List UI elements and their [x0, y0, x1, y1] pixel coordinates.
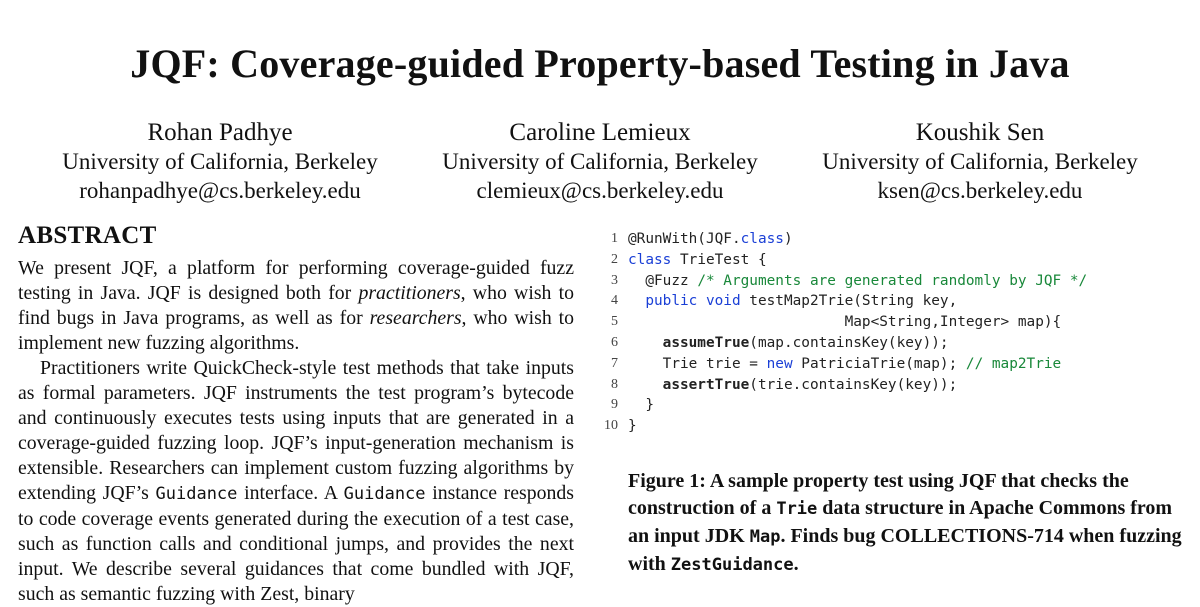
line-number: 3 [611, 272, 618, 288]
author-affiliation: University of California, Berkeley [442, 149, 758, 174]
abstract-text: interface. A [237, 482, 344, 504]
abstract-body [18, 256, 574, 607]
author-block-3 [780, 118, 1180, 205]
code-line-4 [598, 291, 1168, 312]
code-text: } [628, 418, 637, 435]
author-block-2 [400, 118, 800, 205]
author-name: Koushik Sen [915, 119, 1045, 146]
author-affiliation: University of California, Berkeley [62, 149, 378, 174]
line-number: 1 [611, 231, 618, 246]
code-text: (map.containsKey(key)); [749, 334, 949, 351]
code-line-1 [598, 229, 1168, 250]
author-block-1 [20, 118, 420, 205]
code-text: Trie trie = [628, 355, 767, 372]
abstract-text: , who wish to implement new fuzzing algorithms. [18, 307, 574, 354]
abstract-emphasis: practitioners [358, 282, 461, 304]
code-text: PatriciaTrie(map); [792, 355, 966, 372]
code-text: TrieTest { [671, 251, 767, 268]
caption-text: . Finds bug COLLECTIONS-714 when fuzzing with [628, 525, 1182, 575]
code-comment: /* Arguments are generated randomly by JQF */ [697, 272, 1088, 289]
author-name: Rohan Padhye [147, 119, 293, 146]
abstract-text: , who wish to find bugs in Java programs, as well as for [18, 282, 574, 329]
abstract-text: instance responds to code coverage events generated during the execution of a test case, such as function calls and conditional jumps, and provides the next input. We describe several guidances that come bundled with JQF, such as semantic fuzzing with Zest, binary [18, 482, 575, 605]
abstract-paragraph-2 [18, 356, 574, 607]
abstract-code-term: Guidance [155, 484, 238, 504]
code-text: Map<String,Integer> map){ [628, 314, 1062, 331]
code-line-9 [598, 395, 1168, 416]
code-text: (trie.containsKey(key)); [749, 376, 958, 393]
author-email[interactable]: clemieux@cs.berkeley.edu [476, 178, 724, 203]
author-email[interactable]: rohanpadhye@cs.berkeley.edu [79, 178, 361, 203]
author-name: Caroline Lemieux [509, 119, 691, 146]
code-listing [598, 229, 1168, 437]
abstract-code-term: Guidance [343, 484, 426, 504]
code-text: ) [783, 231, 793, 247]
code-text [628, 333, 663, 354]
author-affiliation: University of California, Berkeley [822, 149, 1138, 174]
code-keyword: new [766, 355, 793, 372]
figure-caption [628, 468, 1184, 579]
line-number: 7 [611, 355, 618, 371]
code-comment: // map2Trie [965, 355, 1062, 372]
code-method-bold: assumeTrue [662, 334, 750, 351]
code-text: } [628, 397, 654, 414]
line-number: 8 [611, 376, 618, 392]
code-text: testMap2Trie(String key, [740, 293, 958, 310]
line-number: 6 [611, 334, 618, 350]
caption-code-term: ZestGuidance [670, 555, 794, 575]
code-text: @RunWith(JQF. [628, 231, 741, 247]
line-number: 5 [611, 314, 618, 330]
line-number: 2 [611, 251, 618, 267]
caption-text: data structure in Apache Commons from an input JDK [628, 497, 1173, 547]
code-keyword: public void [628, 293, 741, 310]
abstract-text: We present JQF, a platform for performing coverage-guided fuzz testing in Java. JQF is designed both for [18, 257, 574, 304]
author-email[interactable]: ksen@cs.berkeley.edu [877, 178, 1083, 203]
caption-text: Figure 1: A sample property test using JQF that checks the construction of a [628, 470, 1129, 519]
code-text [628, 375, 663, 396]
abstract-heading: ABSTRACT [18, 222, 157, 249]
code-keyword: class [628, 251, 672, 268]
code-line-10 [598, 416, 1168, 437]
abstract-paragraph-1 [18, 256, 574, 356]
code-line-2 [598, 250, 1168, 271]
paper-title: JQF: Coverage-guided Property-based Testing in Java [130, 41, 1070, 86]
caption-code-term: Map [749, 527, 781, 547]
caption-text: . [793, 553, 799, 575]
code-method-bold: assertTrue [662, 376, 750, 393]
code-text: @Fuzz [628, 272, 698, 289]
code-line-3 [598, 271, 1168, 292]
line-number: 9 [611, 397, 618, 413]
line-number: 4 [611, 293, 618, 309]
abstract-emphasis: researchers [369, 307, 462, 329]
code-line-6 [598, 333, 1168, 354]
code-line-7 [598, 354, 1168, 375]
code-line-5 [598, 312, 1168, 333]
code-keyword: class [740, 231, 784, 247]
code-line-8 [598, 375, 1168, 396]
abstract-text: Practitioners write QuickCheck-style test methods that take inputs as formal parameters. JQF instruments the test program’s bytecode and continuously executes tests using inputs that are generated in a coverage-guided fuzzing loop. JQF’s input-generation mechanism is extensible. Researchers can implement custom fuzzing algorithms by extending JQF’s [18, 357, 574, 504]
line-number: 10 [604, 418, 618, 434]
caption-code-term: Trie [776, 499, 818, 519]
